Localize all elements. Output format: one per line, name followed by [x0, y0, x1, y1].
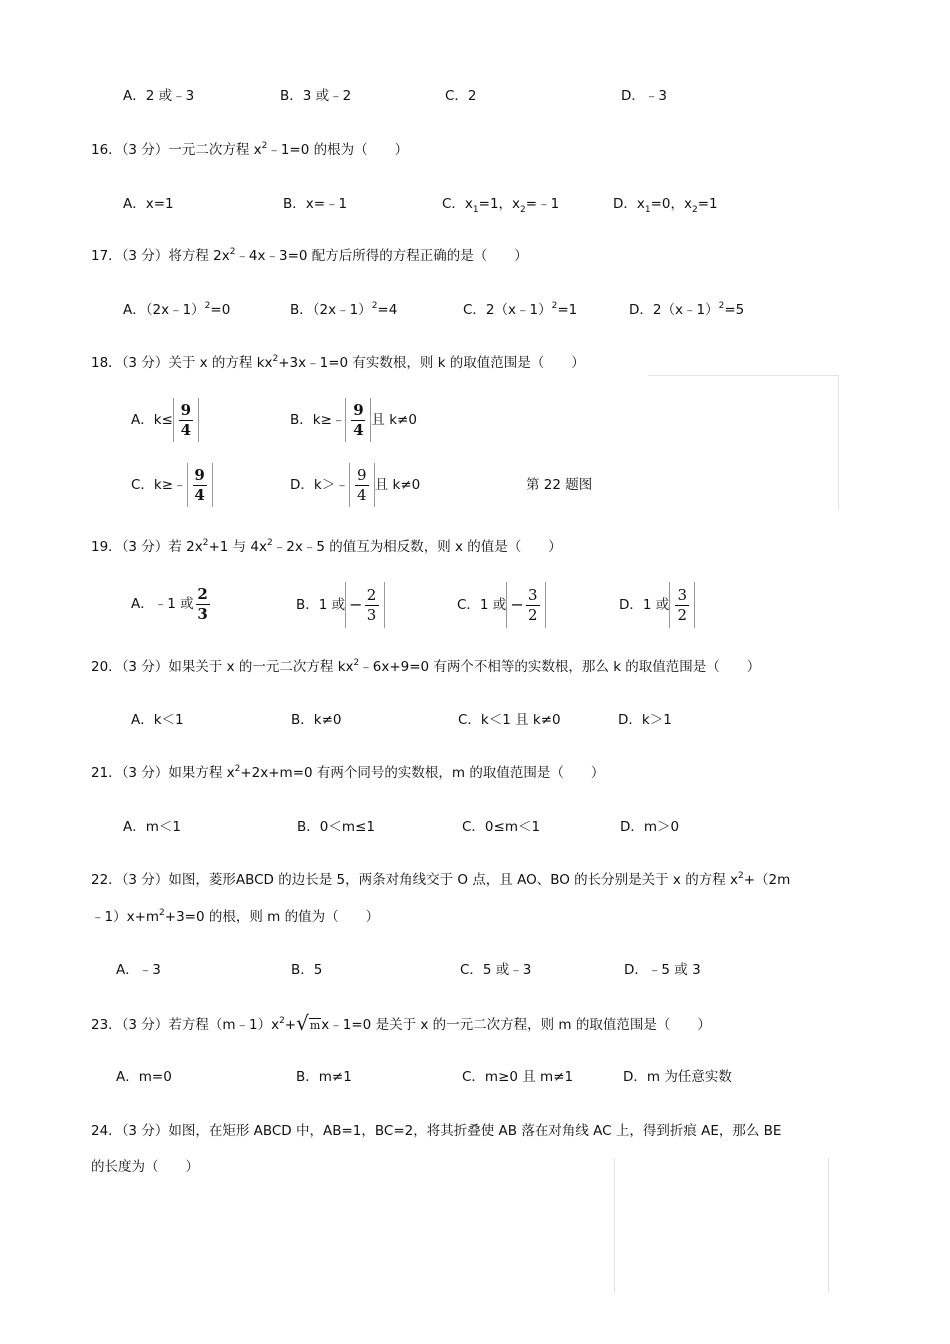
q22-stem-line2: $﹣1)x+m^2+3=0$ 的根，则 m 的值为（ ） [91, 908, 380, 925]
fraction: $\frac{2}{3}$ [363, 587, 381, 624]
q15-option-d: D．﹣3 [621, 88, 667, 104]
q20-option-b: B．k≠0 [291, 712, 342, 728]
q20-option-d: D．k＞1 [618, 712, 672, 728]
q17-option-a: A．（2x﹣1）$^2$=0 [123, 301, 231, 318]
q18-option-b: B．k≥﹣ $\frac{9}{4}$ 且 k≠0 [290, 398, 417, 442]
q20-stem: 20．（3 分）如果关于 x 的一元二次方程 $kx^2﹣6x+9=0$ 有两个不相等的实数根，那么 k 的取值范围是（ ） [91, 658, 761, 675]
q17-option-d: D．2（x﹣1）$^2$=5 [629, 301, 745, 318]
q23-option-a: A．m=0 [116, 1069, 172, 1085]
q23-option-d: D．m 为任意实数 [623, 1069, 732, 1085]
q22-option-b: B．5 [291, 962, 323, 978]
fraction: $\frac{9}{4}$ [180, 400, 192, 439]
q19-option-a: A．﹣1 或 $\frac{2}{3}$ [131, 582, 212, 626]
q20-option-c: C．k＜1 且 k≠0 [458, 712, 561, 728]
q18-stem: 18．（3 分）关于 x 的方程 $kx^2+3x﹣1=0$ 有实数根，则 k 的取值范围是（ ） [91, 354, 585, 371]
q24-figure-frame-left [614, 1158, 615, 1293]
fraction: $\frac{3}{2}$ [673, 587, 691, 624]
figure-frame-right [838, 375, 839, 510]
fraction: $\frac{9}{4}$ [194, 465, 205, 504]
q15-option-b: B．3 或﹣2 [280, 88, 352, 104]
q23-option-b: B．m≠1 [296, 1069, 352, 1085]
q19-option-c: C．1 或 − $\frac{3}{2}$ [457, 582, 546, 628]
fraction: $\frac{3}{2}$ [524, 587, 542, 624]
q17-option-c: C．2（x﹣1）$^2$=1 [463, 301, 578, 318]
fraction: $\frac{9}{4}$ [353, 400, 364, 439]
q18-option-c: C．k≥﹣ $\frac{9}{4}$ [131, 463, 213, 507]
q23-stem: 23．（3 分）若方程$(m﹣1)x^2+√mx﹣1=0$ 是关于 x 的一元二次方程，则 m 的取值范围是（ ） [91, 1011, 711, 1035]
q20-option-a: A．k＜1 [131, 712, 184, 728]
figure-frame-top [648, 375, 838, 376]
q24-stem-line2: 的长度为（ ） [91, 1159, 199, 1175]
square-root: √m [296, 1011, 321, 1035]
q22-stem-line1: 22．（3 分）如图，菱形ABCD 的边长是 5，两条对角线交于 O 点，且 AO、BO 的长分别是关于 x 的方程 $x^2+(2m$ [91, 871, 791, 888]
q24-figure-frame-right [828, 1158, 829, 1293]
q21-option-d: D．m＞0 [620, 819, 680, 835]
q21-option-a: A．m＜1 [123, 819, 181, 835]
q15-option-a: A．2 或﹣3 [123, 88, 195, 104]
fraction: $\frac{2}{3}$ [197, 584, 208, 623]
q17-stem: 17．（3 分）将方程 $2x^2﹣4x﹣3=0$ 配方后所得的方程正确的是（ ） [91, 247, 528, 264]
q17-option-b: B．（2x﹣1）$^2$=4 [290, 301, 398, 318]
q16-option-a: A．x=1 [123, 196, 174, 212]
q24-stem-line1: 24．（3 分）如图，在矩形 ABCD 中，AB=1，BC=2，将其折叠使 AB 落在对角线 AC 上，得到折痕 AE，那么 BE [91, 1123, 782, 1139]
q16-option-d: D．$x_1=0$，$x_2=1$ [613, 196, 718, 215]
q22-option-c: C．5 或﹣3 [460, 962, 532, 978]
q19-stem: 19．（3 分）若 $2x^2+1$ 与 $4x^2﹣2x﹣5$ 的值互为相反数，则 x 的值是（ ） [91, 538, 562, 555]
q21-stem: 21．（3 分）如果方程 $x^2+2x+m=0$ 有两个同号的实数根，m 的取值范围是（ ） [91, 764, 605, 781]
q16-option-b: B．x=﹣1 [283, 196, 348, 212]
fraction: $\frac{9}{4}$ [353, 467, 371, 504]
q23-option-c: C．m≥0 且 m≠1 [462, 1069, 574, 1085]
figure-caption: 第 22 题图 [526, 477, 593, 493]
q15-option-c: C．2 [445, 88, 477, 104]
q22-option-a: A．﹣3 [116, 962, 161, 978]
q18-option-d: D．k＞﹣ $\frac{9}{4}$ 且 k≠0 [290, 463, 420, 507]
q19-option-d: D．1 或 $\frac{3}{2}$ [619, 582, 695, 628]
q18-option-a: A．k≤ $\frac{9}{4}$ [131, 398, 199, 442]
q16-option-c: C．$x_1=1$，$x_2=﹣1$ [442, 196, 560, 215]
q16-stem: 16．（3 分）一元二次方程 $x^2﹣1=0$ 的根为（ ） [91, 141, 409, 158]
q19-option-b: B．1 或 − $\frac{2}{3}$ [296, 582, 385, 628]
q22-option-d: D．﹣5 或 3 [624, 962, 701, 978]
q21-option-b: B．0＜m≤1 [297, 819, 375, 835]
q21-option-c: C．0≤m＜1 [462, 819, 541, 835]
